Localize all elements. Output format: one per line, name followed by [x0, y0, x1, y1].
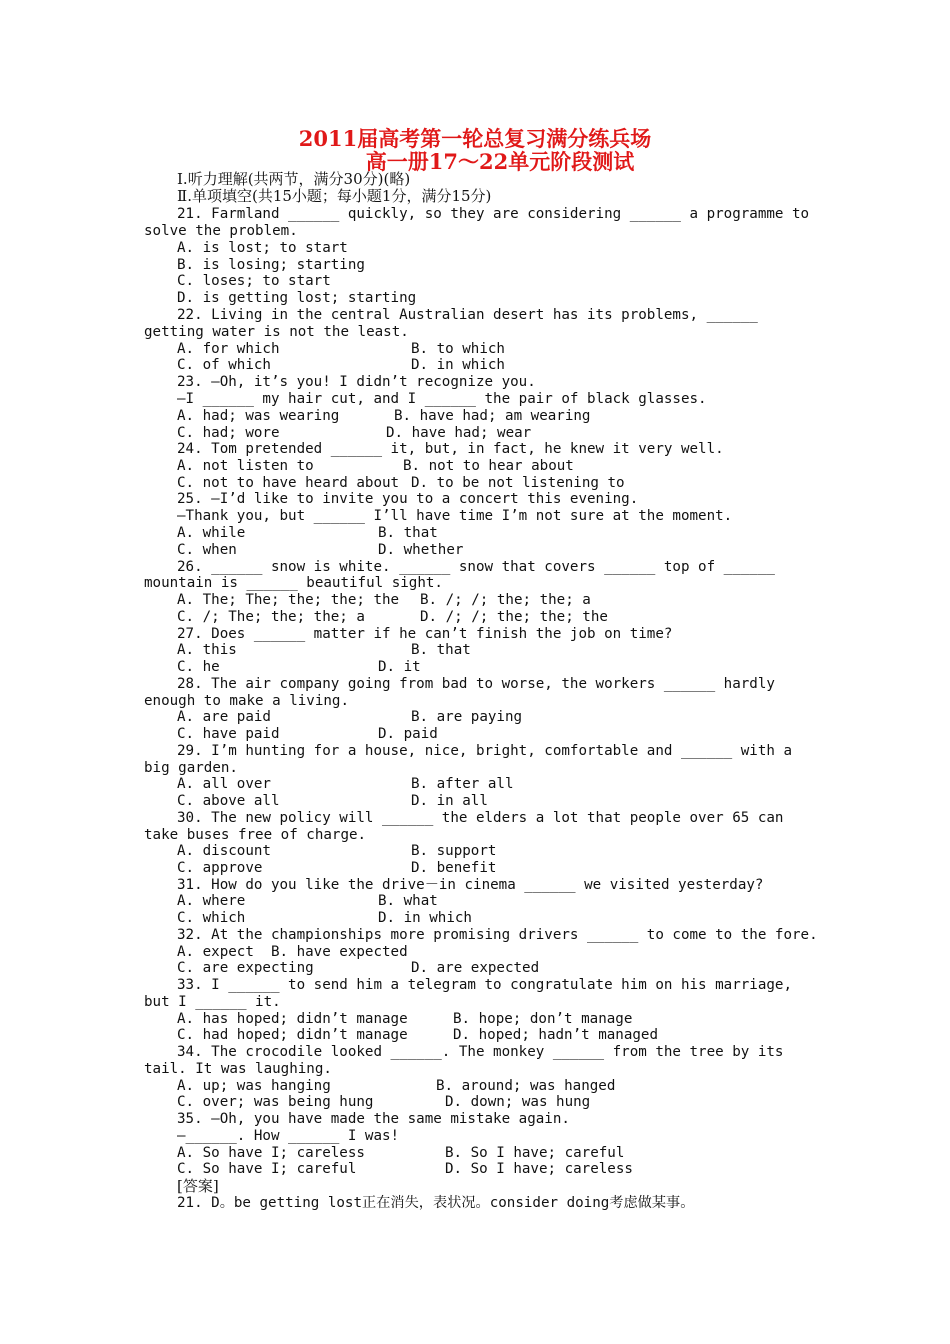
question-31-option-a: A. where — [177, 893, 246, 909]
question-27-option-b: B. that — [411, 642, 471, 658]
question-29-stem: 29. I’m hunting for a house, nice, bright, comfortable and ______ with a — [177, 743, 792, 759]
question-29-stem-cont: big garden. — [144, 760, 238, 776]
question-29-option-c: C. above all — [177, 793, 280, 809]
question-32-stem: 32. At the championships more promising drivers ______ to come to the fore. — [177, 927, 818, 943]
question-35-option-c: C. So have I; careful — [177, 1161, 357, 1177]
question-26-option-b: B. /; /; the; the; a — [420, 592, 591, 608]
question-24-option-a: A. not listen to — [177, 458, 314, 474]
question-22-stem: 22. Living in the central Australian desert has its problems, ______ — [177, 307, 758, 323]
question-26-option-c: C. /; The; the; the; a — [177, 609, 365, 625]
question-23-stem: 23. —Oh, it’s you! I didn’t recognize you. — [177, 374, 536, 390]
question-35-stem-cont: —______. How ______ I was! — [177, 1128, 400, 1144]
question-26-option-a: A. The; The; the; the; the — [177, 592, 400, 608]
section-single-choice: Ⅱ.单项填空(共15小题；每小题1分，满分15分) — [177, 187, 492, 205]
question-28-stem: 28. The air company going from bad to worse, the workers ______ hardly — [177, 676, 775, 692]
question-35-option-d: D. So I have; careless — [445, 1161, 633, 1177]
question-27-stem: 27. Does ______ matter if he can’t finish the job on time? — [177, 626, 673, 642]
question-21-option-a: A. is lost; to start — [177, 240, 348, 256]
question-24-option-b: B. not to hear about — [403, 458, 574, 474]
question-28-stem-cont: enough to make a living. — [144, 693, 349, 709]
question-21-stem: 21. Farmland ______ quickly, so they are considering ______ a programme to — [177, 206, 810, 222]
question-30-option-b: B. support — [411, 843, 497, 859]
answer-21: 21. D。be getting lost正在消失，表状况。consider doing考虑做某事。 — [177, 1195, 695, 1211]
question-34-stem-cont: tail. It was laughing. — [144, 1061, 332, 1077]
question-33-option-a: A. has hoped; didn’t manage — [177, 1011, 408, 1027]
question-35-option-a: A. So have I; careless — [177, 1145, 365, 1161]
question-25-option-c: C. when — [177, 542, 237, 558]
question-26-option-d: D. /; /; the; the; the — [420, 609, 608, 625]
question-30-option-c: C. approve — [177, 860, 263, 876]
document-subtitle: 高一册17～22单元阶段测试 — [365, 149, 635, 174]
question-21-option-c: C. loses; to start — [177, 273, 331, 289]
question-30-option-d: D. benefit — [411, 860, 497, 876]
question-23-option-d: D. have had; wear — [386, 425, 532, 441]
question-29-option-b: B. after all — [411, 776, 514, 792]
question-23-option-c: C. had; wore — [177, 425, 280, 441]
question-33-stem-cont: but I ______ it. — [144, 994, 281, 1010]
question-22-option-c: C. of which — [177, 357, 271, 373]
question-34-option-a: A. up; was hanging — [177, 1078, 331, 1094]
question-25-option-b: B. that — [378, 525, 438, 541]
question-22-option-b: B. to which — [411, 341, 505, 357]
question-23-stem-cont: —I ______ my hair cut, and I ______ the pair of black glasses. — [177, 391, 707, 407]
question-31-option-c: C. which — [177, 910, 246, 926]
question-31-option-d: D. in which — [378, 910, 472, 926]
answers-heading: [答案] — [177, 1177, 219, 1195]
question-24-option-d: D. to be not listening to — [411, 475, 625, 491]
question-29-option-a: A. all over — [177, 776, 271, 792]
question-33-option-b: B. hope; don’t manage — [453, 1011, 633, 1027]
question-22-option-a: A. for which — [177, 341, 280, 357]
question-31-stem: 31. How do you like the drive－in cinema ______ we visited yesterday? — [177, 877, 764, 893]
question-27-option-c: C. he — [177, 659, 220, 675]
question-25-option-a: A. while — [177, 525, 246, 541]
question-28-option-b: B. are paying — [411, 709, 523, 725]
question-28-option-a: A. are paid — [177, 709, 271, 725]
question-32-options-ab: A. expect B. have expected — [177, 944, 408, 960]
question-30-option-a: A. discount — [177, 843, 271, 859]
question-25-stem: 25. —I’d like to invite you to a concert this evening. — [177, 491, 639, 507]
question-30-stem-cont: take buses free of charge. — [144, 827, 367, 843]
question-32-option-d: D. are expected — [411, 960, 540, 976]
question-28-option-c: C. have paid — [177, 726, 280, 742]
question-33-stem: 33. I ______ to send him a telegram to congratulate him on his marriage, — [177, 977, 792, 993]
question-24-option-c: C. not to have heard about — [177, 475, 400, 491]
question-21-option-b: B. is losing; starting — [177, 257, 365, 273]
question-23-option-b: B. have had; am wearing — [394, 408, 591, 424]
section-listening: Ⅰ.听力理解(共两节，满分30分)(略) — [177, 170, 411, 188]
question-29-option-d: D. in all — [411, 793, 488, 809]
question-27-option-d: D. it — [378, 659, 421, 675]
question-32-option-c: C. are expecting — [177, 960, 314, 976]
question-22-option-d: D. in which — [411, 357, 505, 373]
question-26-stem: 26. ______ snow is white. ______ snow that covers ______ top of ______ — [177, 559, 775, 575]
question-24-stem: 24. Tom pretended ______ it, but, in fact, he knew it very well. — [177, 441, 724, 457]
question-26-stem-cont: mountain is ______ beautiful sight. — [144, 575, 443, 591]
question-33-option-d: D. hoped; hadn’t managed — [453, 1027, 658, 1043]
question-25-option-d: D. whether — [378, 542, 464, 558]
question-25-stem-cont: —Thank you, but ______ I’ll have time I’m not sure at the moment. — [177, 508, 733, 524]
question-21-option-d: D. is getting lost; starting — [177, 290, 417, 306]
question-34-option-b: B. around; was hanged — [436, 1078, 616, 1094]
question-34-stem: 34. The crocodile looked ______. The monkey ______ from the tree by its — [177, 1044, 784, 1060]
question-34-option-d: D. down; was hung — [445, 1094, 591, 1110]
document-title: 2011届高考第一轮总复习满分练兵场 — [298, 126, 652, 151]
question-30-stem: 30. The new policy will ______ the elders a lot that people over 65 can — [177, 810, 784, 826]
question-33-option-c: C. had hoped; didn’t manage — [177, 1027, 408, 1043]
question-35-stem: 35. —Oh, you have made the same mistake again. — [177, 1111, 570, 1127]
question-21-stem-cont: solve the problem. — [144, 223, 298, 239]
question-34-option-c: C. over; was being hung — [177, 1094, 374, 1110]
question-31-option-b: B. what — [378, 893, 438, 909]
question-23-option-a: A. had; was wearing — [177, 408, 340, 424]
question-28-option-d: D. paid — [378, 726, 438, 742]
question-27-option-a: A. this — [177, 642, 237, 658]
question-22-stem-cont: getting water is not the least. — [144, 324, 409, 340]
question-35-option-b: B. So I have; careful — [445, 1145, 625, 1161]
